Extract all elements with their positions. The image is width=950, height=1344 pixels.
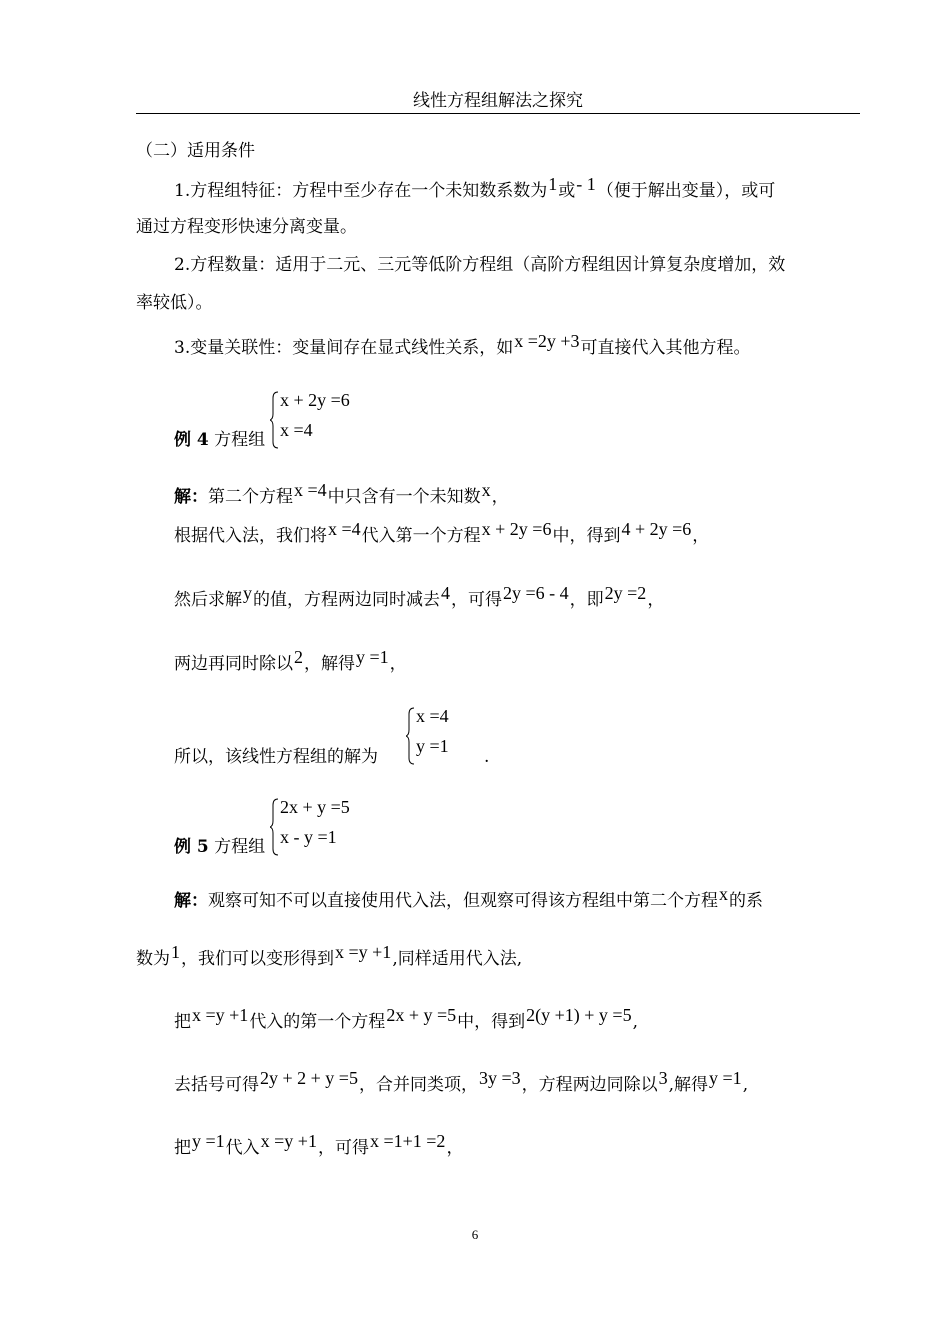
example-4-label: 例 4 方程组 [174,430,266,450]
condition-2: 2.方程数量：适用于二元、三元等低阶方程组（高阶方程组因计算复杂度增加，效 [174,255,786,275]
ex4-solution-line-1: 解：第二个方程x =4中只含有一个未知数x， [174,480,509,507]
example-5-label: 例 5 方程组 [174,837,266,857]
header-rule [136,113,860,114]
system-equation-1: 2x + y =5 [280,797,350,817]
page-number: 6 [471,1227,479,1242]
equation-system-ex4 [270,390,380,450]
system-equation-1: x + 2y =6 [280,390,350,410]
solution-system-ex4 [406,706,496,766]
ex4-solution-line-2: 根据代入法，我们将x =4代入第一个方程x + 2y =6中，得到4 + 2y =6， [174,519,710,546]
ex4-solution-line-5: 所以，该线性方程组的解为 [174,747,378,767]
brace-icon [270,797,280,857]
condition-1-cont: 通过方程变形快速分离变量。 [136,217,357,237]
condition-1: 1.方程组特征：方程中至少存在一个未知数系数为1或- 1（便于解出变量），或可 [174,174,776,201]
solution-x: x =4 [416,706,449,726]
math-inline: 1 [548,174,558,194]
ex5-solution-line-5: 把y =1代入x =y +1，可得x =1+1 =2， [174,1131,464,1158]
ex5-solution-line-2: 数为1，我们可以变形得到x =y +1,同样适用代入法, [136,942,523,969]
condition-3: 3.变量关联性：变量间存在显式线性关系，如x =2y +3可直接代入其他方程。 [174,331,751,358]
brace-icon [270,390,280,450]
ex4-solution-line-4: 两边再同时除以2，解得y =1， [174,647,407,674]
condition-2-cont: 率较低）。 [136,293,213,313]
system-equation-2: x =4 [280,420,313,440]
ex4-solution-end: . [484,747,490,767]
ex5-solution-line-1: 解：观察可知不可以直接使用代入法，但观察可得该方程组中第二个方程x的系 [174,884,763,911]
math-inline: - 1 [576,174,596,194]
section-heading: （二）适用条件 [136,141,255,161]
system-equation-2: x - y =1 [280,827,337,847]
ex5-solution-line-4: 去括号可得2y + 2 + y =5，合并同类项，3y =3，方程两边同除以3,解得y =1, [174,1068,749,1095]
equation-system-ex5 [270,797,380,857]
solution-y: y =1 [416,736,449,756]
ex4-solution-line-3: 然后求解y的值，方程两边同时减去4，可得2y =6 - 4，即2y =2， [174,583,665,610]
page-header-title: 线性方程组解法之探究 [413,91,583,111]
math-inline: x =2y +3 [514,331,580,351]
brace-icon [406,706,416,766]
ex5-solution-line-3: 把x =y +1代入的第一个方程2x + y =5中，得到2(y +1) + y =5, [174,1005,638,1032]
